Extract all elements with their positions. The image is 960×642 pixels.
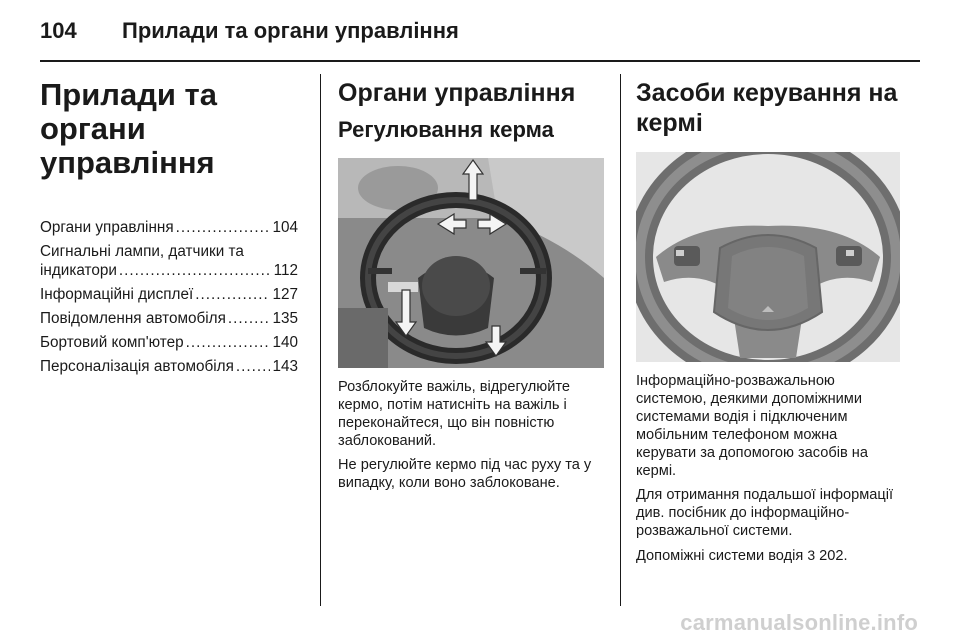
header-rule [40, 60, 920, 62]
subsection-title: Регулювання керма [338, 117, 554, 142]
toc-item[interactable]: Бортовий комп'ютер ..... 140 [40, 333, 298, 352]
paragraph: Для отримання подальшої інформації див. посібник до інформаційно-розважальної системи. [636, 487, 894, 539]
paragraph-crossref: Допоміжні системи водія 3 202. [636, 547, 848, 564]
section-title: Засоби керування на кермі [636, 79, 898, 137]
toc-item[interactable]: Сигнальні лампи, датчики та індикатори ..... 112 [40, 242, 298, 280]
steering-wheel-controls-illustration [636, 152, 900, 362]
page-header [40, 18, 920, 62]
column-divider [620, 74, 621, 606]
page-reference-icon: 3 [807, 547, 816, 563]
watermark: carmanualsonline.info [680, 610, 918, 635]
paragraph: Розблокуйте важіль, відрегулюйте кермо, потім натисніть на важіль і переконайтеся, що він повністю заблокований. [338, 379, 570, 449]
chapter-title: Прилади та органи управління [40, 77, 217, 180]
toc-item[interactable]: Органи управління ..... 104 [40, 218, 298, 237]
toc-item[interactable]: Повідомлення автомобіля ..... 135 [40, 309, 298, 328]
page-reference-link[interactable]: 202. [819, 548, 848, 564]
section-title: Органи управління [338, 79, 576, 107]
running-title: Прилади та органи управління [122, 18, 459, 43]
steering-controls-column [636, 74, 900, 565]
table-of-contents [40, 218, 298, 376]
page-number: 104 [40, 18, 77, 43]
toc-item[interactable]: Персоналізація автомобіля ..... 143 [40, 357, 298, 376]
steering-wheel-image [636, 152, 900, 362]
toc-item[interactable]: Інформаційні дисплеї ..... 127 [40, 285, 298, 304]
chapter-contents-column [40, 74, 298, 381]
controls-column [338, 74, 604, 492]
steering-adjustment-illustration [338, 158, 604, 368]
column-divider [320, 74, 321, 606]
paragraph: Не регулюйте кермо під час руху та у випадку, коли воно заблоковане. [338, 457, 592, 491]
steering-wheel-adjust-image [338, 158, 604, 368]
paragraph: Інформаційно-розважальною системою, деякими допоміжними системами водія і підключеним мобільним телефоном можна керувати за допомогою засобів на кермі. [636, 373, 868, 479]
